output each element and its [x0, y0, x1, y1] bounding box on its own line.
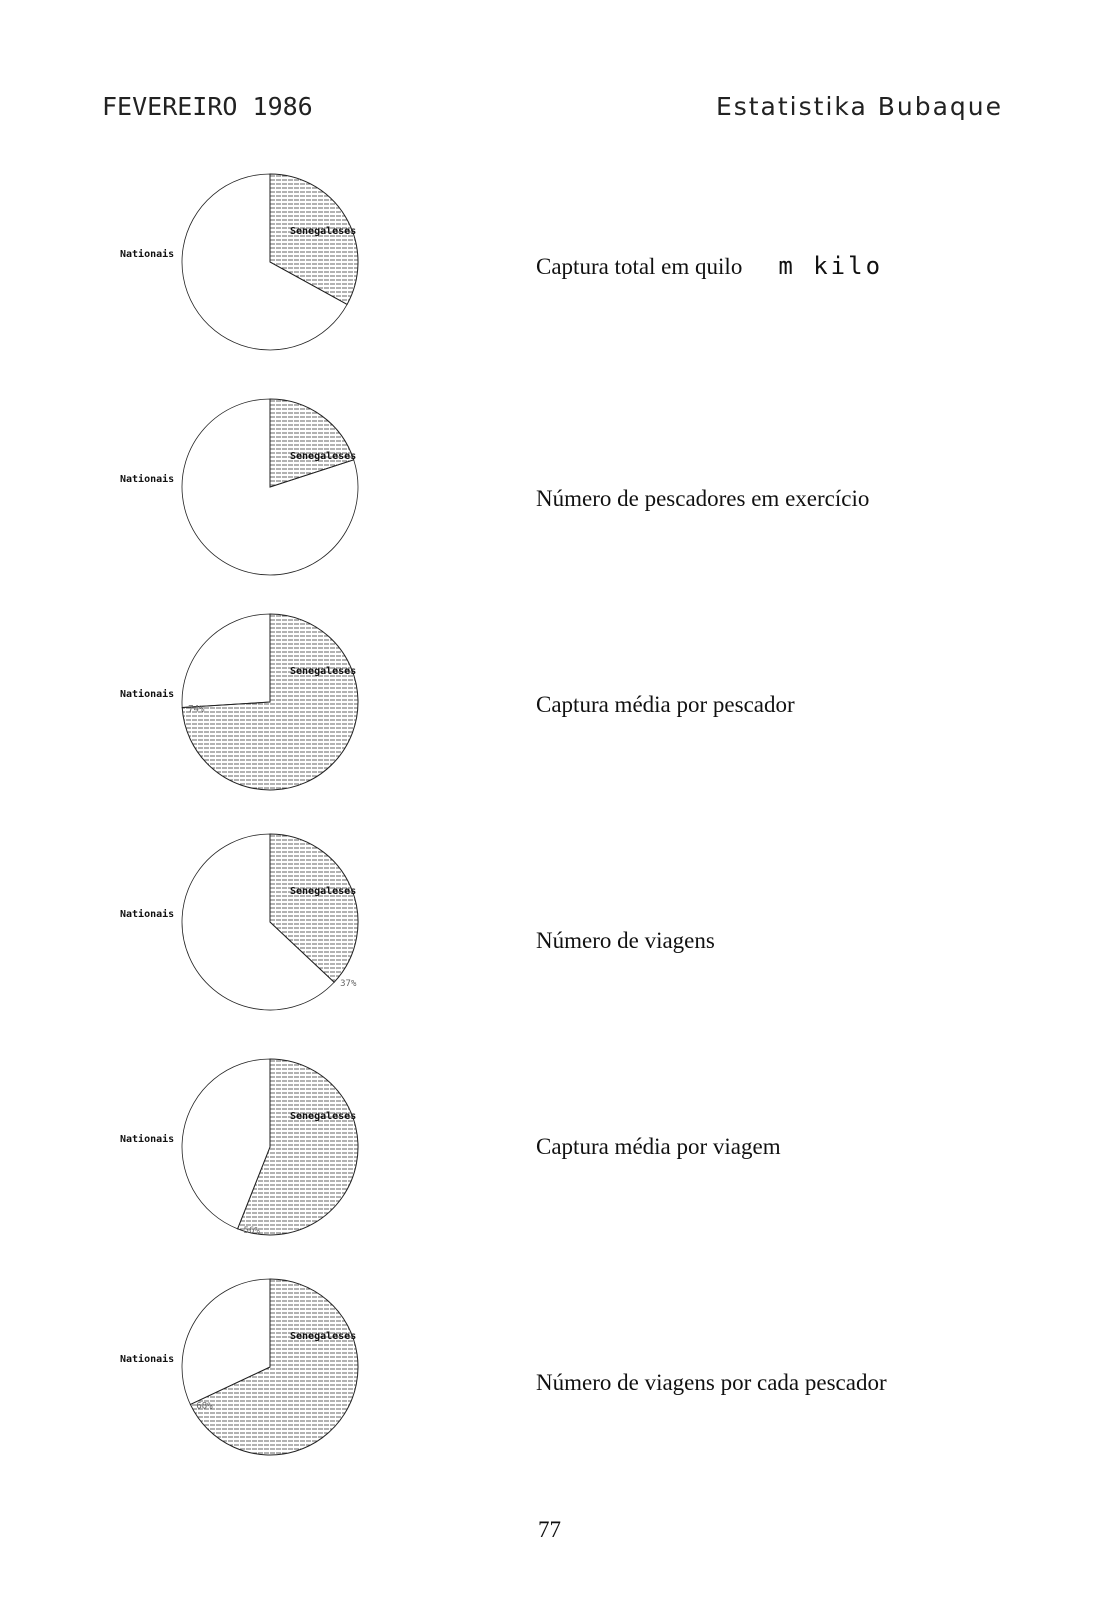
legend-label-nationais: Nationais — [120, 474, 175, 485]
data-label: 68% — [196, 1401, 213, 1412]
pie-chart-3 — [110, 610, 410, 810]
chart-caption — [536, 1134, 781, 1160]
legend-label-nationais: Nationais — [120, 909, 175, 920]
chart-title: Número de viagens por cada pescador — [536, 1370, 887, 1395]
chart-title: Captura média por viagem — [536, 1134, 781, 1159]
pie-chart-5 — [110, 1055, 410, 1255]
legend-label-nationais: Nationais — [120, 1134, 175, 1145]
legend-label-senegaleses: Senegaleses — [290, 886, 357, 897]
legend-label-nationais: Nationais — [120, 1354, 175, 1365]
pie-slice-nationais — [182, 614, 270, 708]
data-label: 74% — [188, 704, 205, 715]
chart-caption — [536, 486, 869, 512]
legend-label-senegaleses: Senegaleses — [290, 226, 357, 237]
header-right: Estatistika Bubaque — [715, 92, 1003, 121]
chart-title: Captura média por pescador — [536, 692, 795, 717]
chart-caption — [536, 252, 883, 280]
pie-chart-4 — [110, 830, 410, 1030]
chart-unit: m kilo — [778, 252, 884, 280]
page-number: 77 — [538, 1517, 561, 1542]
pie-chart-1 — [110, 170, 410, 370]
legend-label-senegaleses: Senegaleses — [290, 1331, 357, 1342]
pie-chart-6 — [110, 1275, 410, 1475]
chart-title: Número de viagens — [536, 928, 715, 953]
chart-caption — [536, 1370, 887, 1396]
legend-label-senegaleses: Senegaleses — [290, 666, 357, 677]
data-label: 37% — [340, 979, 357, 990]
chart-title: Captura total em quilo — [536, 254, 743, 279]
legend-label-nationais: Nationais — [120, 249, 175, 260]
chart-caption — [536, 928, 715, 954]
data-label: 56% — [243, 1225, 260, 1236]
legend-label-senegaleses: Senegaleses — [290, 1111, 357, 1122]
legend-label-senegaleses: Senegaleses — [290, 451, 357, 462]
chart-caption — [536, 692, 795, 718]
header-left: FEVEREIRO 1986 — [102, 92, 313, 121]
pie-chart-2 — [110, 395, 410, 595]
legend-label-nationais: Nationais — [120, 689, 175, 700]
chart-title: Número de pescadores em exercício — [536, 486, 870, 511]
